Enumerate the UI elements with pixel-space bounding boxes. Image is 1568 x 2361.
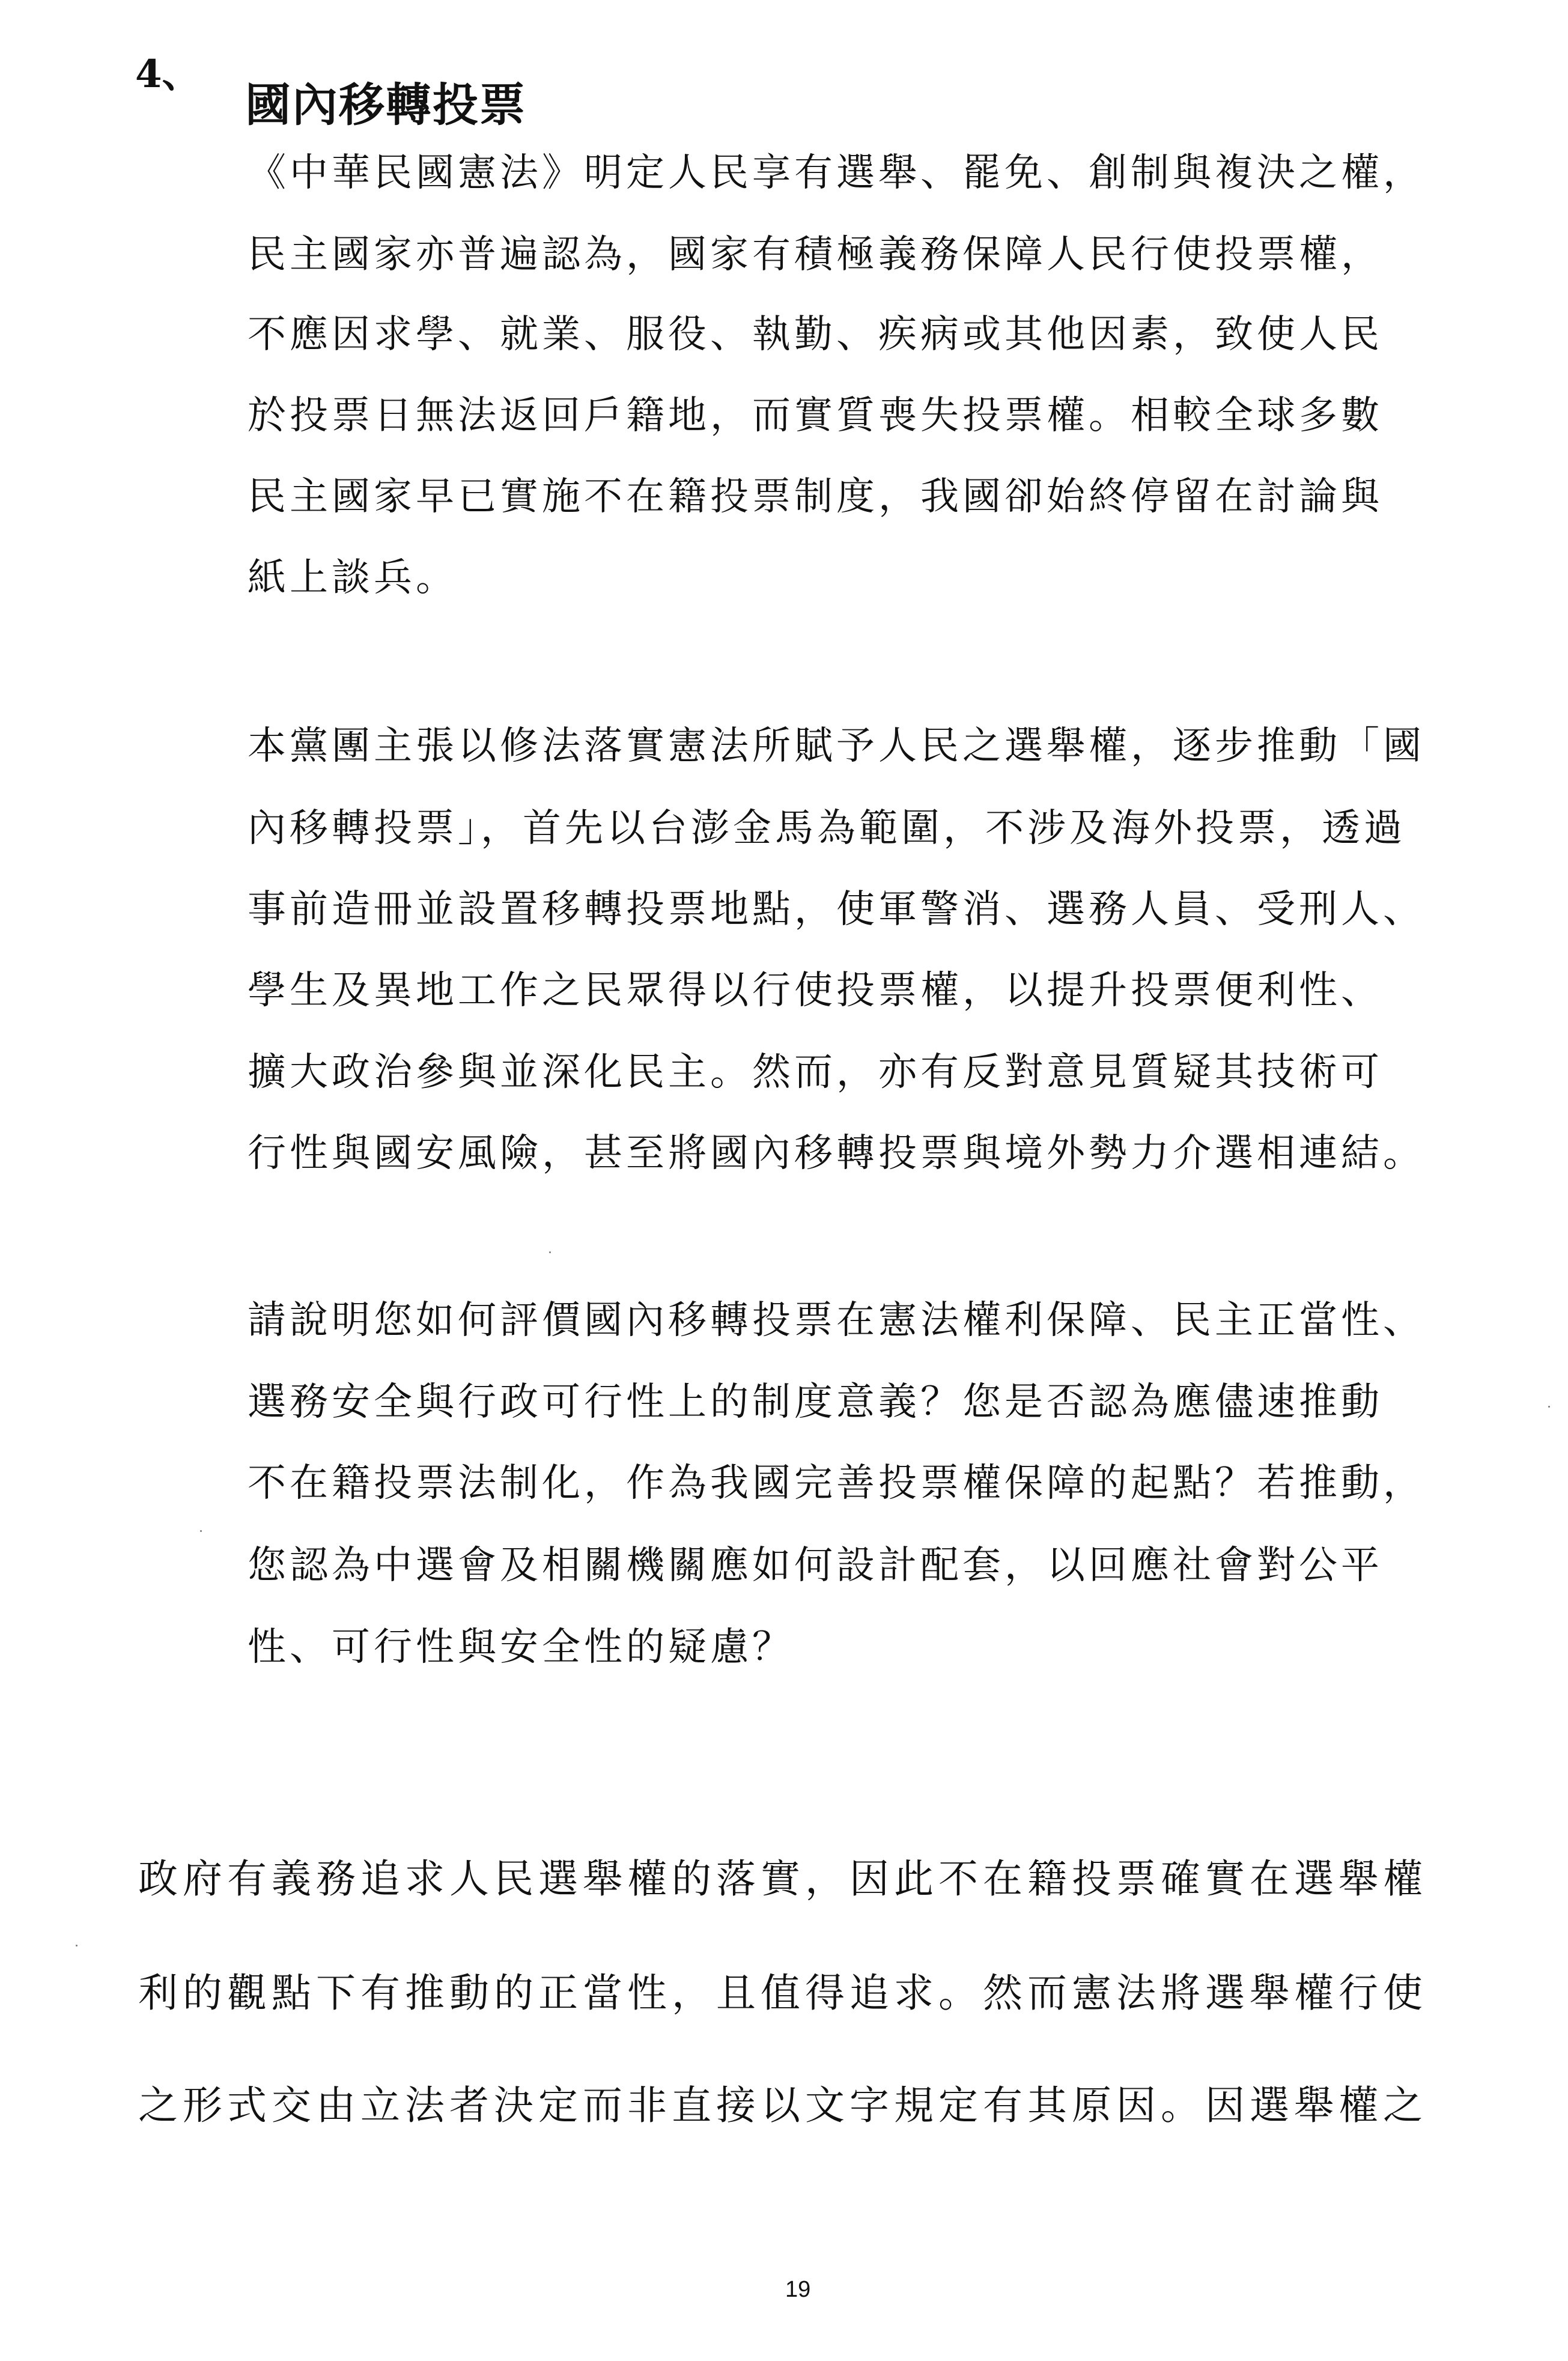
paragraph-line: 於投票日無法返回戶籍地，而實質喪失投票權。相較全球多數 bbox=[248, 394, 1383, 438]
scan-speck bbox=[76, 1945, 77, 1946]
paragraph-line: 《中華民國憲法》明定人民享有選舉、罷免、創制與複決之權， bbox=[248, 151, 1425, 195]
paragraph-line: 不在籍投票法制化，作為我國完善投票權保障的起點？若推動， bbox=[248, 1461, 1425, 1506]
paragraph-line: 請說明您如何評價國內移轉投票在憲法權利保障、民主正當性、 bbox=[248, 1298, 1425, 1343]
paragraph-line: 民主國家亦普遍認為，國家有積極義務保障人民行使投票權， bbox=[248, 232, 1383, 277]
paragraph-line: 民主國家早已實施不在籍投票制度，我國卻始終停留在討論與 bbox=[248, 475, 1383, 519]
paragraph-line: 性、可行性與安全性的疑慮？ bbox=[248, 1625, 794, 1670]
paragraph-line: 事前造冊並設置移轉投票地點，使軍警消、選務人員、受刑人、 bbox=[248, 887, 1425, 932]
scan-speck bbox=[549, 1251, 551, 1253]
section-title: 國內移轉投票 bbox=[245, 77, 526, 132]
page-number: 19 bbox=[785, 2277, 811, 2302]
paragraph-line: 學生及異地工作之民眾得以行使投票權，以提升投票便利性、 bbox=[248, 968, 1383, 1013]
paragraph-line: 紙上談兵。 bbox=[248, 556, 458, 600]
answer-line: 政府有義務追求人民選舉權的落實，因此不在籍投票確實在選舉權 bbox=[138, 1856, 1427, 1902]
paragraph-line: 擴大政治參與並深化民主。然而，亦有反對意見質疑其技術可 bbox=[248, 1050, 1383, 1095]
scan-speck bbox=[200, 1530, 202, 1532]
paragraph-line: 您認為中選會及相關機關應如何設計配套，以回應社會對公平 bbox=[248, 1543, 1383, 1588]
paragraph-line: 行性與國安風險，甚至將國內移轉投票與境外勢力介選相連結。 bbox=[248, 1131, 1425, 1176]
answer-line: 之形式交由立法者決定而非直接以文字規定有其原因。因選舉權之 bbox=[138, 2082, 1427, 2129]
paragraph-line: 本黨團主張以修法落實憲法所賦予人民之選舉權，逐步推動「國 bbox=[248, 724, 1425, 768]
scan-speck bbox=[1548, 1406, 1550, 1408]
paragraph-line: 選務安全與行政可行性上的制度意義？您是否認為應儘速推動 bbox=[248, 1380, 1383, 1424]
paragraph-line: 內移轉投票」，首先以台澎金馬為範圍，不涉及海外投票，透過 bbox=[248, 806, 1406, 851]
section-number: 4、 bbox=[135, 52, 201, 97]
paragraph-line: 不應因求學、就業、服役、執勤、疾病或其他因素，致使人民 bbox=[248, 312, 1383, 357]
answer-line: 利的觀點下有推動的正當性，且值得追求。然而憲法將選舉權行使 bbox=[138, 1970, 1427, 2016]
